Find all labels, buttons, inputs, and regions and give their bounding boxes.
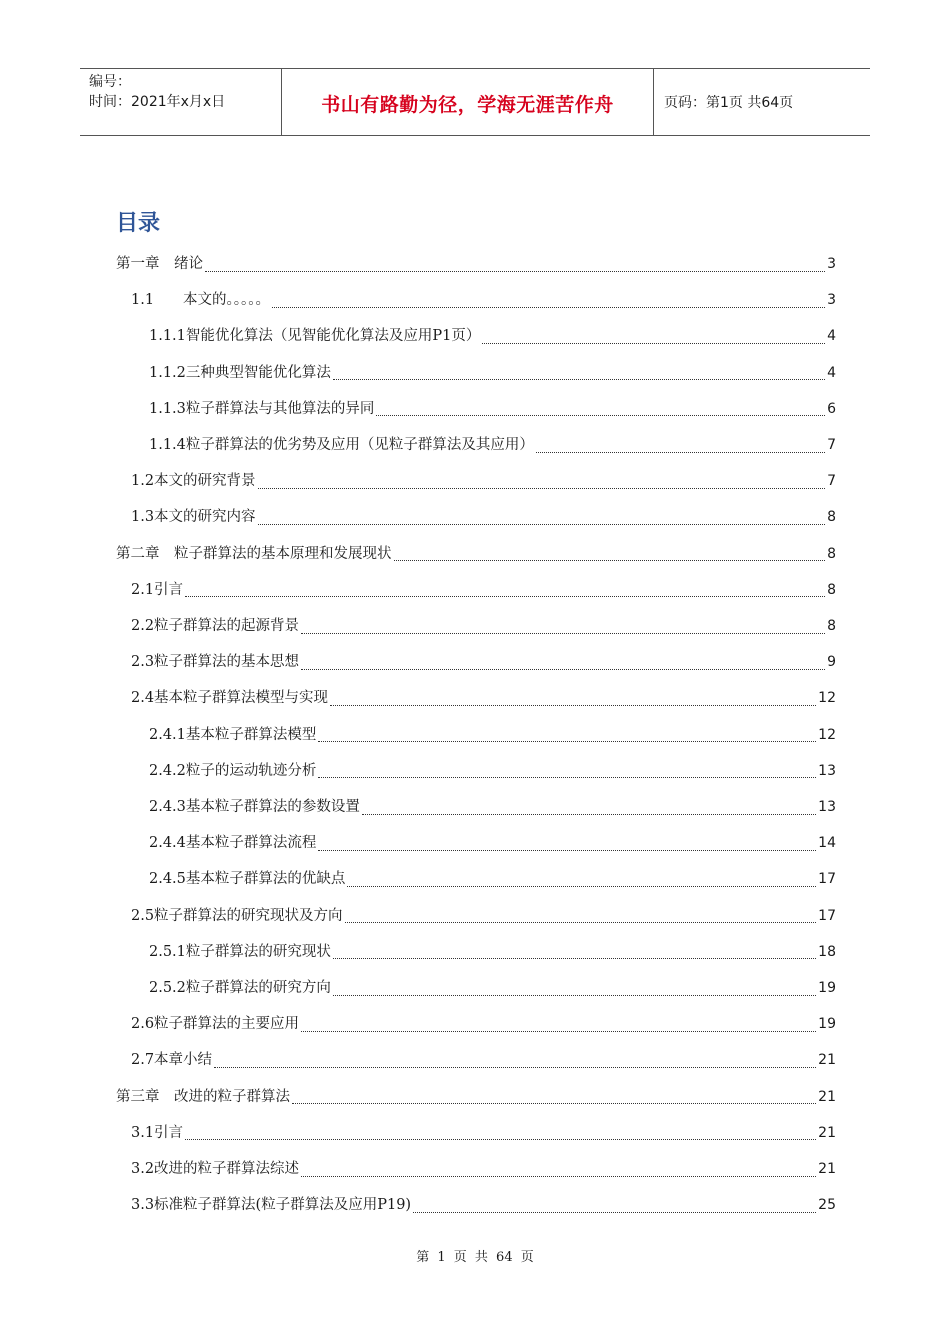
toc-entry[interactable]	[131, 1012, 836, 1034]
toc-entry-page: 8	[827, 509, 836, 526]
toc-entry-label: 3.2改进的粒子群算法综述	[131, 1161, 300, 1177]
toc-dot-leader	[394, 548, 826, 561]
toc-entry[interactable]	[149, 867, 836, 889]
toc-entry[interactable]	[131, 469, 836, 491]
toc-entry-page: 7	[827, 437, 836, 453]
toc-dot-leader	[301, 1164, 816, 1177]
toc-entry-label: 2.4.4基本粒子群算法流程	[149, 835, 317, 852]
toc-entry-page: 14	[818, 835, 836, 852]
header-page-info: 页码：第1页 共64页	[664, 95, 794, 111]
toc-entry[interactable]	[149, 831, 836, 853]
toc-entry[interactable]	[131, 1048, 836, 1070]
toc-entry-label: 2.4.3基本粒子群算法的参数设置	[149, 799, 360, 815]
toc-dot-leader	[330, 693, 816, 706]
toc-entry-label: 2.5.2粒子群算法的研究方向	[149, 980, 331, 996]
toc-entry-label: 2.2粒子群算法的起源背景	[131, 618, 300, 634]
toc-entry-label: 2.4.5基本粒子群算法的优缺点	[149, 871, 346, 888]
toc-entry-page: 21	[818, 1124, 836, 1141]
toc-entry-label: 2.5.1粒子群算法的研究现状	[149, 943, 331, 960]
toc-entry-label: 1.1.1智能优化算法（见智能优化算法及应用P1页）	[149, 328, 481, 345]
toc-dot-leader	[205, 259, 825, 272]
toc-dot-leader	[258, 476, 826, 489]
toc-entry-page: 21	[818, 1088, 836, 1105]
toc-entry-page: 8	[827, 618, 836, 634]
toc-entry-label: 2.1引言	[131, 581, 184, 598]
toc-entry-page: 9	[827, 654, 836, 671]
toc-dot-leader	[347, 874, 816, 887]
header-motto: 书山有路勤为径，学海无涯苦作舟	[282, 69, 654, 135]
toc-dot-leader	[318, 765, 816, 778]
toc-dot-leader	[214, 1055, 816, 1068]
toc-entry-page: 6	[827, 400, 836, 417]
toc-entry-page: 7	[827, 473, 836, 490]
toc-entry-label: 2.4.2粒子的运动轨迹分析	[149, 762, 317, 779]
toc-entry-page: 12	[818, 726, 836, 743]
toc-entry[interactable]	[149, 976, 836, 998]
toc-entry[interactable]	[131, 904, 836, 926]
toc-entry-page: 21	[818, 1161, 836, 1177]
toc-entry[interactable]	[131, 1193, 836, 1215]
toc-entry-label: 1.1.2三种典型智能优化算法	[149, 364, 331, 381]
toc-entry[interactable]	[131, 686, 836, 708]
toc-dot-leader	[413, 1200, 816, 1213]
toc-entry-label: 2.7本章小结	[131, 1052, 213, 1069]
toc-entry-page: 19	[818, 980, 836, 996]
number-label: 编号：	[89, 74, 131, 90]
toc-entry[interactable]	[149, 759, 836, 781]
toc-entry[interactable]	[116, 252, 836, 274]
toc-entry-page: 17	[818, 907, 836, 924]
toc-entry-page: 3	[827, 292, 836, 309]
toc-entry[interactable]	[149, 361, 836, 383]
toc-entry[interactable]	[149, 795, 836, 817]
toc-dot-leader	[333, 367, 825, 380]
toc-dot-leader	[482, 331, 825, 344]
toc-entry-page: 18	[818, 943, 836, 960]
toc-entry-label: 2.6粒子群算法的主要应用	[131, 1016, 300, 1033]
toc-entry-page: 4	[827, 364, 836, 381]
header-meta	[80, 69, 282, 135]
time-label: 时间：2021年x月x日	[89, 94, 226, 110]
toc-entry-page: 13	[818, 799, 836, 815]
toc-dot-leader	[301, 1019, 816, 1032]
toc-entry[interactable]	[131, 650, 836, 672]
toc-entry-page: 8	[827, 545, 836, 562]
toc-entry[interactable]	[149, 397, 836, 419]
toc-dot-leader	[292, 1091, 816, 1104]
toc-entry[interactable]	[116, 1085, 836, 1107]
toc-entry-page: 8	[827, 581, 836, 598]
toc-entry-label: 第三章 改进的粒子群算法	[116, 1088, 290, 1105]
toc-dot-leader	[376, 403, 825, 416]
toc-entry-label: 3.3标准粒子群算法(粒子群算法及应用P19)	[131, 1197, 412, 1214]
toc-dot-leader	[536, 440, 825, 453]
toc-dot-leader	[185, 584, 825, 597]
toc-entry[interactable]	[131, 578, 836, 600]
toc-entry-label: 第二章 粒子群算法的基本原理和发展现状	[116, 545, 392, 562]
toc-dot-leader	[301, 657, 825, 670]
toc-dot-leader	[318, 838, 816, 851]
toc-entry-label: 1.1.4粒子群算法的优劣势及应用（见粒子群算法及其应用）	[149, 437, 534, 453]
toc-entry-page: 19	[818, 1016, 836, 1033]
toc-entry-page: 21	[818, 1052, 836, 1069]
toc-entry-label: 第一章 绪论	[116, 256, 203, 272]
toc-entry[interactable]	[149, 723, 836, 745]
page-footer: 第 1 页 共 64 页	[416, 1250, 534, 1265]
toc-entry-label: 2.4.1基本粒子群算法模型	[149, 726, 317, 743]
page-header	[80, 68, 870, 136]
toc-entry[interactable]	[116, 542, 836, 564]
toc-entry[interactable]	[131, 505, 836, 527]
toc-entry-page: 3	[827, 256, 836, 272]
toc-entry-page: 17	[818, 871, 836, 888]
toc-entry[interactable]	[131, 1121, 836, 1143]
toc-entry[interactable]	[131, 1157, 836, 1179]
toc-entry-label: 2.3粒子群算法的基本思想	[131, 654, 300, 671]
toc-entry-page: 13	[818, 762, 836, 779]
toc-dot-leader	[272, 295, 825, 308]
toc-dot-leader	[258, 512, 826, 525]
toc-entry-label: 1.1 本文的。。。。。	[131, 292, 271, 309]
toc-entry-label: 2.5粒子群算法的研究现状及方向	[131, 907, 343, 924]
toc-entry-label: 1.2本文的研究背景	[131, 473, 256, 490]
toc-entry[interactable]	[149, 940, 836, 962]
toc-entry-page: 25	[818, 1197, 836, 1214]
toc-dot-leader	[185, 1127, 816, 1140]
toc-entry[interactable]	[149, 433, 836, 455]
toc-entry[interactable]	[131, 288, 836, 310]
toc-dot-leader	[362, 802, 816, 815]
toc-entry-page: 4	[827, 328, 836, 345]
toc-dot-leader	[301, 621, 825, 634]
toc-dot-leader	[333, 983, 816, 996]
toc-entry-label: 2.4基本粒子群算法模型与实现	[131, 690, 329, 707]
toc-entry-label: 1.3本文的研究内容	[131, 509, 256, 526]
toc-dot-leader	[345, 910, 817, 923]
toc-entry-label: 1.1.3粒子群算法与其他算法的异同	[149, 400, 375, 417]
toc-entry[interactable]	[149, 324, 836, 346]
toc-dot-leader	[318, 729, 816, 742]
toc-entry[interactable]	[131, 614, 836, 636]
toc-entry-label: 3.1引言	[131, 1124, 184, 1141]
toc-dot-leader	[333, 946, 816, 959]
toc-title: 目录	[116, 211, 161, 236]
toc-entry-page: 12	[818, 690, 836, 707]
